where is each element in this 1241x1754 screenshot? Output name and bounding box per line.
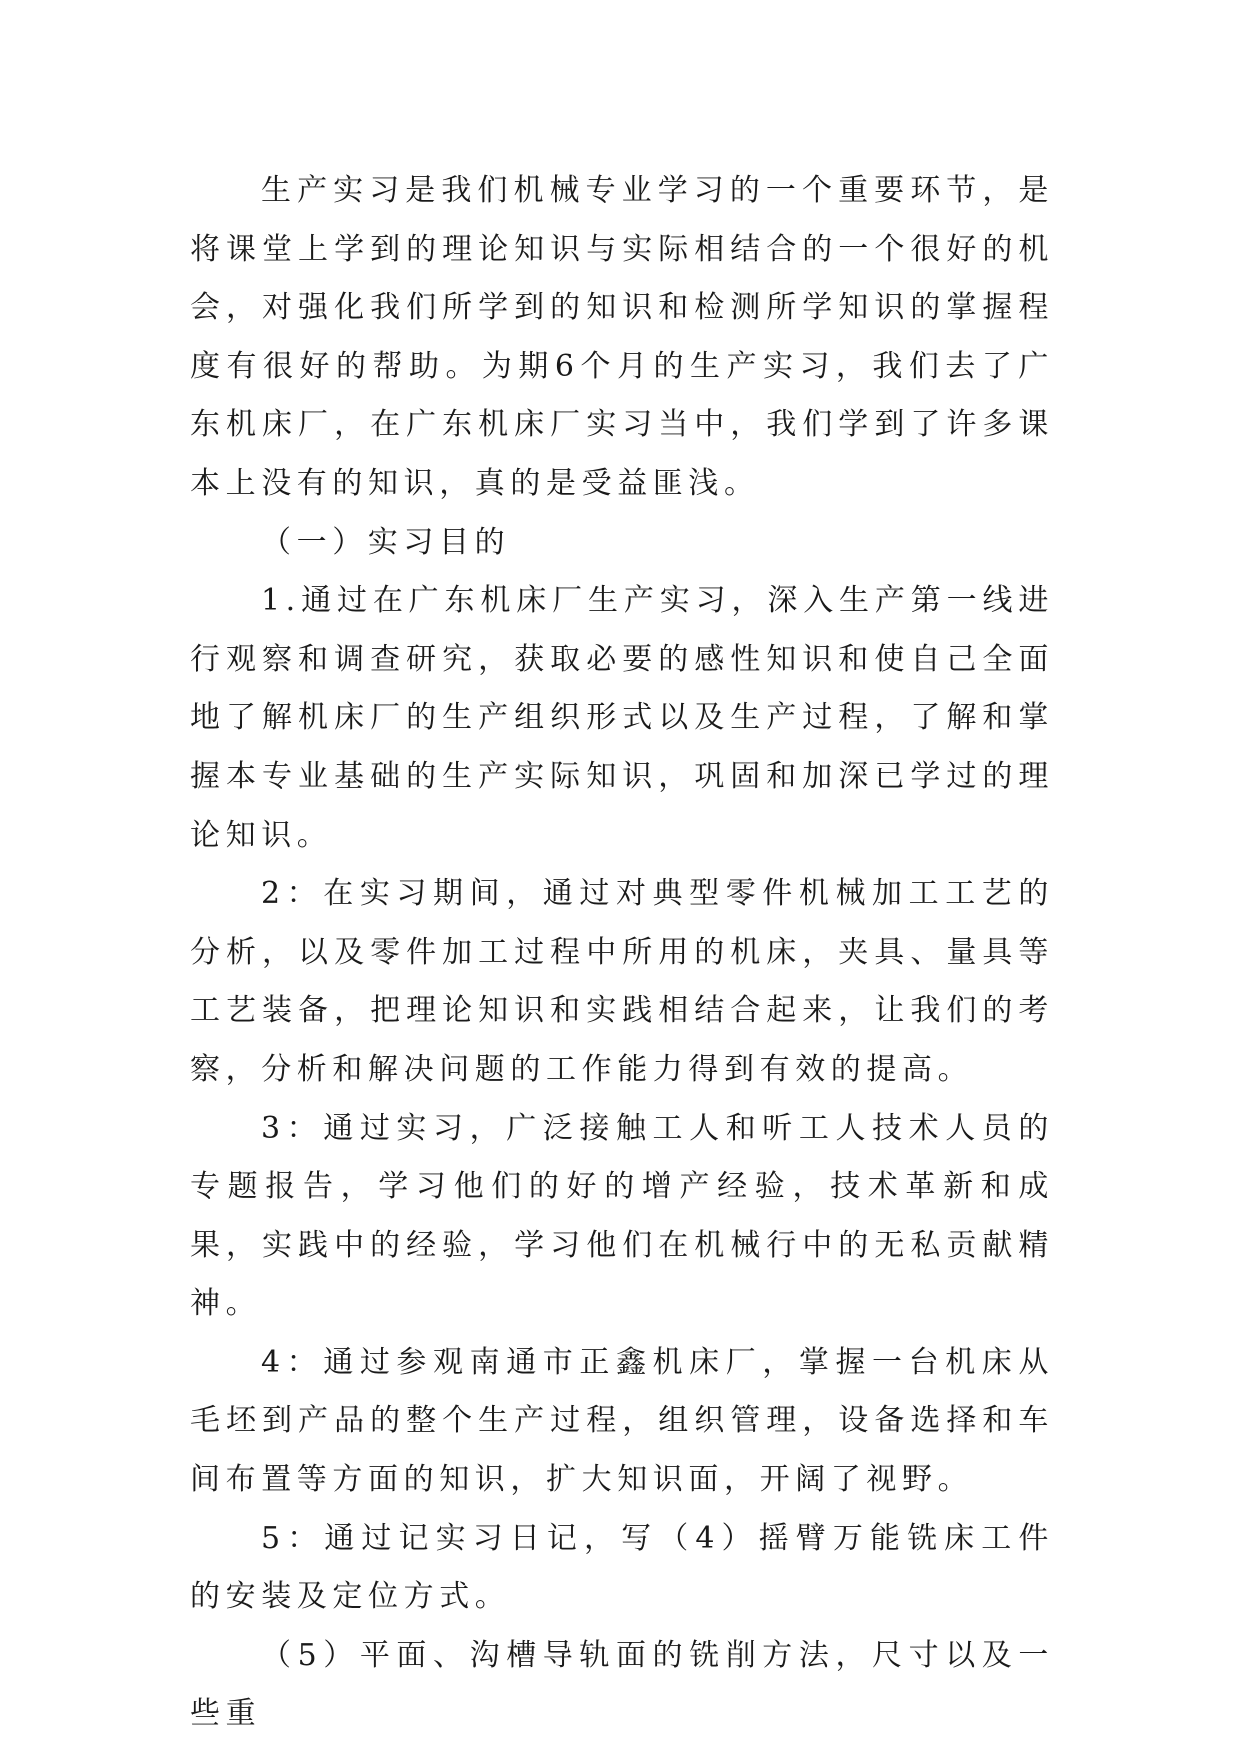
objective-item-5: 5：通过记实习日记，写（4）摇臂万能铣床工件的安装及定位方式。 bbox=[190, 1520, 1054, 1615]
objective-item-1: 1.通过在广东机床厂生产实习，深入生产第一线进行观察和调查研究，获取必要的感性知识和使自己全面地了解机床厂的生产组织形式以及生产过程，了解和掌握本专业基础的生产实际知识，巩固和加深已学过的理论知识。 bbox=[190, 583, 1054, 853]
document-body bbox=[190, 162, 1054, 1744]
objective-item-3: 3：通过实习，广泛接触工人和听工人技术人员的专题报告，学习他们的好的增产经验，技术革新和成果，实践中的经验，学习他们在机械行中的无私贡献精神。 bbox=[190, 1110, 1054, 1322]
intro-paragraph: 生产实习是我们机械专业学习的一个重要环节，是将课堂上学到的理论知识与实际相结合的一个很好的机会，对强化我们所学到的知识和检测所学知识的掌握程度有很好的帮助。为期6个月的生产实习，我们去了广东机床厂，在广东机床厂实习当中，我们学到了许多课本上没有的知识，真的是受益匪浅。 bbox=[190, 173, 1054, 501]
objective-item-6: （5）平面、沟槽导轨面的铣削方法，尺寸以及一些重 bbox=[190, 1637, 1054, 1732]
objective-item-2: 2：在实习期间，通过对典型零件机械加工工艺的分析，以及零件加工过程中所用的机床，夹具、量具等工艺装备，把理论知识和实践相结合起来，让我们的考察，分析和解决问题的工作能力得到有效的提高。 bbox=[190, 876, 1054, 1087]
objective-item-4: 4：通过参观南通市正鑫机床厂，掌握一台机床从毛坯到产品的整个生产过程，组织管理，设备选择和车间布置等方面的知识，扩大知识面，开阔了视野。 bbox=[190, 1344, 1054, 1498]
section-heading: （一）实习目的 bbox=[261, 524, 511, 560]
